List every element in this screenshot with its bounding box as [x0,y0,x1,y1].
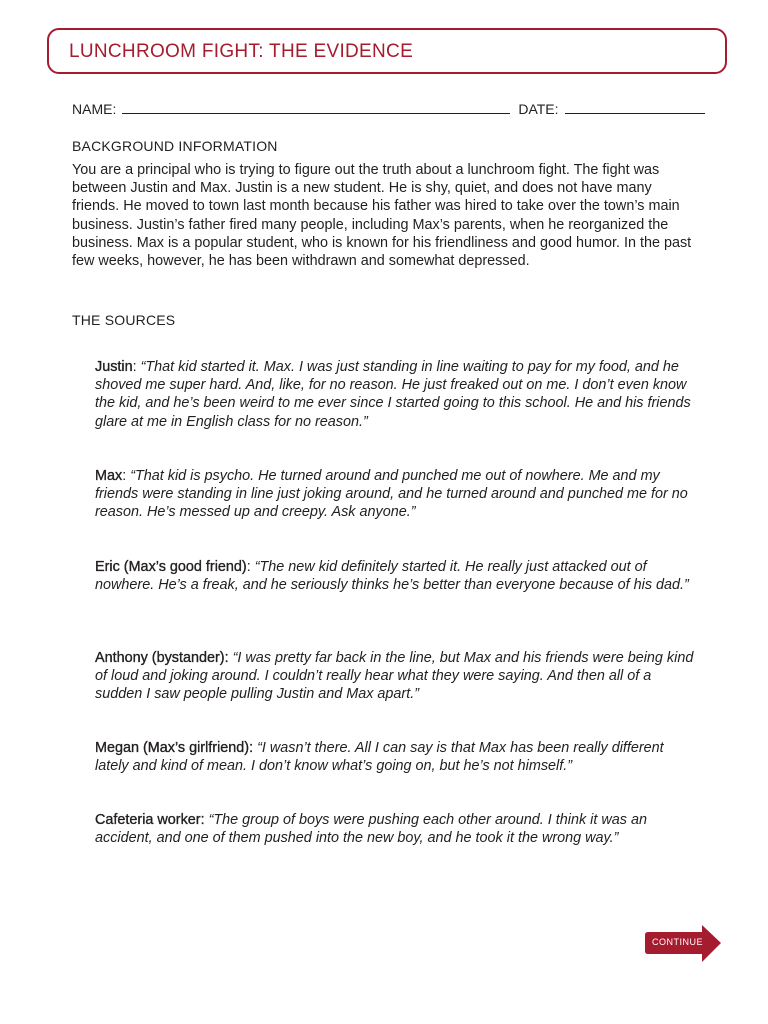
background-heading: BACKGROUND INFORMATION [72,138,278,154]
source-eric [95,558,695,594]
source-cafeteria-worker [95,811,695,847]
source-max [95,467,695,522]
date-label: DATE: [518,101,559,117]
name-field[interactable] [122,101,510,114]
source-speaker: Cafeteria worker: [95,812,205,828]
sources-heading: THE SOURCES [72,312,176,328]
background-text: You are a principal who is trying to figure out the truth about a lunchroom fight. The fight was between Justin and Max. Justin is a new student. He is shy, quiet, and does not have many friends. He moved to town last month because his father was hired to take over the town’s main business. Justin’s father fired many people, including Max’s parents, when he reorganized the business. Max is a popular student, who is known for his friendliness and good humor. In the past few weeks, however, he has been withdrawn and somewhat depressed. [72,162,692,270]
source-speaker: Eric (Max’s good friend) [95,559,247,575]
source-quote: “The group of boys were pushing each other around. I think it was an accident, and one of them pushed into the new boy, and he took it the wrong way.” [95,812,647,847]
name-label: NAME: [72,101,117,117]
source-speaker: Anthony (bystander): [95,650,229,666]
source-quote: “That kid is psycho. He turned around and punched me out of nowhere. Me and my friends were standing in line just joking around, and he turned around and punched me for no reason. He’s messed up and creepy. Ask anyone.” [95,468,688,521]
continue-button[interactable] [644,924,722,964]
source-anthony [95,649,695,704]
source-quote: “I wasn’t there. All I can say is that Max has been really different lately and kind of mean. I don’t know what’s going on, but he’s not himself.” [95,740,664,775]
source-separator: : [132,359,141,375]
source-speaker: Max [95,468,123,484]
name-date-line [72,101,712,117]
source-quote: “I was pretty far back in the line, but Max and his friends were being kind of loud and joking around. I couldn’t really hear what they were saying. And then all of a sudden I saw people pulling Justin and Max apart.” [95,650,694,703]
continue-label: CONTINUE [652,937,703,947]
date-field[interactable] [565,101,705,114]
source-megan [95,739,695,775]
source-speaker: Megan (Max’s girlfriend): [95,740,254,756]
page-title: LUNCHROOM FIGHT: THE EVIDENCE [69,41,414,62]
title-box [47,28,727,74]
source-justin [95,358,695,431]
source-quote: “That kid started it. Max. I was just standing in line waiting to pay for my food, and he shoved me super hard. And, like, for no reason. He just freaked out on me. I don’t even know the kid, and he’s been weird to me ever since I started going to this school. He and his friends glare at me in English class for no reason.” [95,359,691,430]
source-separator: : [122,468,131,484]
source-speaker: Justin [95,359,133,375]
source-quote: “The new kid definitely started it. He really just attacked out of nowhere. He’s a freak, and he seriously thinks he’s better than everyone because of his dad.” [95,559,689,594]
source-separator: : [246,559,255,575]
